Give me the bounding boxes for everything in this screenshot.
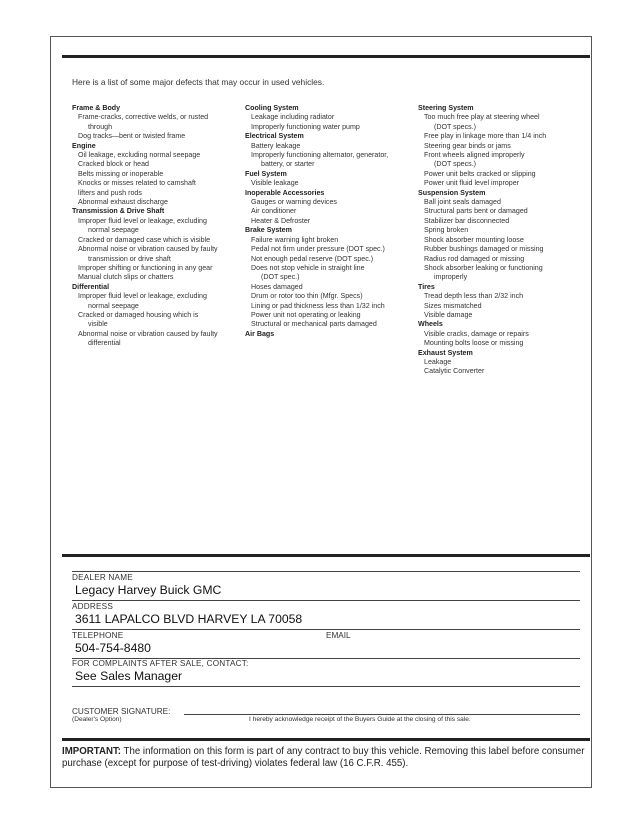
defect-item-text: Drum or rotor too thin (Mfgr. Specs) [251,292,363,301]
defect-item-text: Improperly functioning alternator, generator, [251,151,389,160]
defect-item-text: Shock absorber leaking or functioning [424,263,543,272]
defect-item-text: Leakage [424,357,452,366]
defect-item [245,311,411,320]
defect-item [418,292,584,301]
defects-column-1 [72,104,240,349]
defect-section [418,104,584,189]
defect-section-title: Brake System [245,226,292,235]
defect-item [418,217,584,226]
defect-item-text: Structural or mechanical parts damaged [251,320,377,329]
defect-item [418,367,584,376]
defect-item [72,217,240,236]
defect-item [418,226,584,235]
address-label: ADDRESS [72,602,113,611]
defects-column-2 [245,104,411,339]
important-rule [62,738,590,741]
complaints-label: FOR COMPLAINTS AFTER SALE, CONTACT: [72,659,249,668]
important-lead: IMPORTANT: [62,746,122,757]
defect-item [72,170,240,179]
defect-item-text: Mounting bolts loose or missing [424,339,524,348]
defect-item-text: Gauges or warning devices [251,198,337,207]
defect-item-text: Steering gear binds or jams [424,141,511,150]
defect-section [245,104,411,132]
defect-section-title: Air Bags [245,329,275,338]
defect-item-text: Rubber bushings damaged or missing [424,245,544,254]
defect-item [418,179,584,188]
defect-section-title: Wheels [418,320,443,329]
dealer-name-line [72,600,580,601]
defect-section [72,104,240,142]
defect-item-text: Belts missing or inoperable [78,169,164,178]
defect-item-text: Abnormal noise or vibration caused by faulty [78,329,218,338]
defect-item-text: Lining or pad thickness less than 1/32 inch [251,301,385,310]
defect-item [418,198,584,207]
defect-section-title: Tires [418,282,435,291]
defect-item [72,160,240,169]
defect-item [72,132,240,141]
defect-item-continuation: (DOT spec.) [261,273,300,282]
defect-section-title: Fuel System [245,169,287,178]
defect-item-text: Tread depth less than 2/32 inch [424,292,524,301]
defect-item [72,311,240,330]
email-label: EMAIL [326,631,351,640]
defect-item [418,207,584,216]
defect-item [245,320,411,329]
defect-item [418,330,584,339]
defect-item-text: Manual clutch slips or chatters [78,273,174,282]
defect-item-text: Hoses damaged [251,282,303,291]
defect-item [72,113,240,132]
defect-item [72,189,240,198]
defect-item [245,207,411,216]
defect-item-text: Oil leakage, excluding normal seepage [78,151,201,160]
defect-section [418,283,584,321]
complaints-value: See Sales Manager [75,669,183,683]
address-value: 3611 LAPALCO BLVD HARVEY LA 70058 [75,612,303,626]
defect-section [245,189,411,227]
defect-item-text: Power unit fluid level improper [424,179,520,188]
telephone-value: 504-754-8480 [75,641,151,655]
defect-item [245,302,411,311]
defect-item-text: Shock absorber mounting loose [424,235,524,244]
defect-item-text: Free play in linkage more than 1/4 inch [424,132,547,141]
defect-item [418,302,584,311]
defect-item-text: Heater & Defroster [251,216,311,225]
top-rule [62,55,590,58]
defect-item-text: Cracked or damaged case which is visible [78,235,211,244]
defect-item [245,113,411,122]
defect-section-title: Inoperable Accessories [245,188,325,197]
defect-item [245,198,411,207]
defect-item-text: Power unit belts cracked or slipping [424,169,536,178]
defects-intro: Here is a list of some major defects that may occur in used vehicles. [72,77,325,87]
defect-item-text: Abnormal exhaust discharge [78,198,168,207]
defect-item-text: Improper fluid level or leakage, excluding [78,216,207,225]
defect-section [418,349,584,377]
defect-item-text: Visible damage [424,310,473,319]
defect-section [72,207,240,282]
defect-section [418,189,584,283]
defect-section-title: Engine [72,141,96,150]
defect-section [245,330,411,339]
defect-item [72,292,240,311]
defect-item-continuation: improperly [434,273,468,282]
defect-item-text: lifters and push rods [78,188,142,197]
defect-section-title: Cooling System [245,104,299,112]
defect-item-text: Visible cracks, damage or repairs [424,329,529,338]
defect-item [72,273,240,282]
defect-item [418,142,584,151]
defect-item [418,339,584,348]
dealer-section-rule [62,554,590,557]
customer-signature-label: CUSTOMER SIGNATURE: [72,707,171,716]
defect-item [245,217,411,226]
defect-section-title: Exhaust System [418,348,473,357]
defect-item-text: Front wheels aligned improperly [424,151,525,160]
defect-section-title: Frame & Body [72,104,121,112]
defect-item [245,283,411,292]
defect-section-title: Steering System [418,104,474,112]
defect-item-continuation: (DOT specs.) [434,160,477,169]
defect-item [72,330,240,349]
defect-item [418,358,584,367]
defect-item-text: Pedal not firm under pressure (DOT spec.) [251,245,385,254]
defect-item-text: Spring broken [424,226,469,235]
defect-item-text: Radius rod damaged or missing [424,254,525,263]
defect-item-continuation: normal seepage [88,301,139,310]
defect-item [418,264,584,283]
defect-item [418,311,584,320]
defect-item-continuation: through [88,122,113,131]
dealer-option-note: (Dealer's Option) [72,716,122,723]
defect-item [245,142,411,151]
defect-item-text: Improperly functioning water pump [251,122,360,131]
defect-item-text: Visible leakage [251,179,299,188]
defect-item [245,292,411,301]
defect-item [418,170,584,179]
acknowledge-text: I hereby acknowledge receipt of the Buyers Guide at the closing of this sale. [249,716,471,723]
defect-item [72,179,240,188]
defect-item-text: Ball joint seals damaged [424,198,501,207]
defect-item [72,198,240,207]
complaints-line [72,686,580,687]
dealer-name-label: DEALER NAME [72,573,133,582]
defect-item [72,151,240,160]
defect-item [418,245,584,254]
important-notice [62,746,592,771]
defect-item-text: Improper fluid level or leakage, excluding [78,292,207,301]
defect-item-text: Power unit not operating or leaking [251,310,361,319]
defect-item [245,179,411,188]
defect-item-text: Catalytic Converter [424,367,485,376]
customer-signature-line [184,714,580,715]
defect-section [72,283,240,349]
defect-item [418,113,584,132]
defect-section-title: Differential [72,282,110,291]
defect-item-text: Cracked block or head [78,160,149,169]
defect-item-text: Sizes mismatched [424,301,482,310]
defect-item [418,255,584,264]
defect-section [245,170,411,189]
defect-section-title: Transmission & Drive Shaft [72,207,165,216]
defect-item [245,236,411,245]
important-text: The information on this form is part of any contract to buy this vehicle. Removing this label before consumer purchase (except for purpose of test-driving) violates federal law (16 C.F.R. 455). [62,746,585,770]
defect-item [245,264,411,283]
defect-item-continuation: battery, or starter [261,160,315,169]
dealer-name-value: Legacy Harvey Buick GMC [75,583,222,597]
address-line [72,629,580,630]
defect-item [418,236,584,245]
defect-item [72,264,240,273]
defect-section [245,132,411,170]
defect-item-text: Leakage including radiator [251,113,335,122]
defect-item-text: Cracked or damaged housing which is [78,310,199,319]
defect-section [418,320,584,348]
defect-item-text: Failure warning light broken [251,235,339,244]
defect-item [418,151,584,170]
defect-item-continuation: normal seepage [88,226,139,235]
defect-item-text: Dog tracks—bent or twisted frame [78,132,186,141]
defect-item [245,245,411,254]
defect-item-continuation: visible [88,320,108,329]
defect-section [245,226,411,329]
defect-item-text: Improper shifting or functioning in any gear [78,263,213,272]
defect-item-text: Structural parts bent or damaged [424,207,528,216]
defect-item-text: Knocks or misses related to camshaft [78,179,196,188]
defect-item-continuation: transmission or drive shaft [88,254,171,263]
defect-item-continuation: (DOT specs.) [434,122,477,131]
defect-section-title: Electrical System [245,132,304,141]
defect-item-text: Not enough pedal reserve (DOT spec.) [251,254,374,263]
defect-item-text: Battery leakage [251,141,301,150]
defect-item-text: Air conditioner [251,207,297,216]
defect-item [418,132,584,141]
dealer-top-line [72,571,580,572]
defect-item-text: Does not stop vehicle in straight line [251,263,365,272]
defect-item-continuation: differential [88,339,121,348]
defect-item [245,123,411,132]
defect-item [72,245,240,264]
defect-item [245,255,411,264]
defect-item-text: Abnormal noise or vibration caused by faulty [78,245,218,254]
defect-item [72,236,240,245]
telephone-label: TELEPHONE [72,631,124,640]
defect-item-text: Stabilizer bar disconnected [424,216,510,225]
defect-section-title: Suspension System [418,188,486,197]
defect-item [245,151,411,170]
defect-section [72,142,240,208]
defect-item-text: Too much free play at steering wheel [424,113,540,122]
defect-item-text: Frame-cracks, corrective welds, or rusted [78,113,209,122]
defects-column-3 [418,104,584,377]
